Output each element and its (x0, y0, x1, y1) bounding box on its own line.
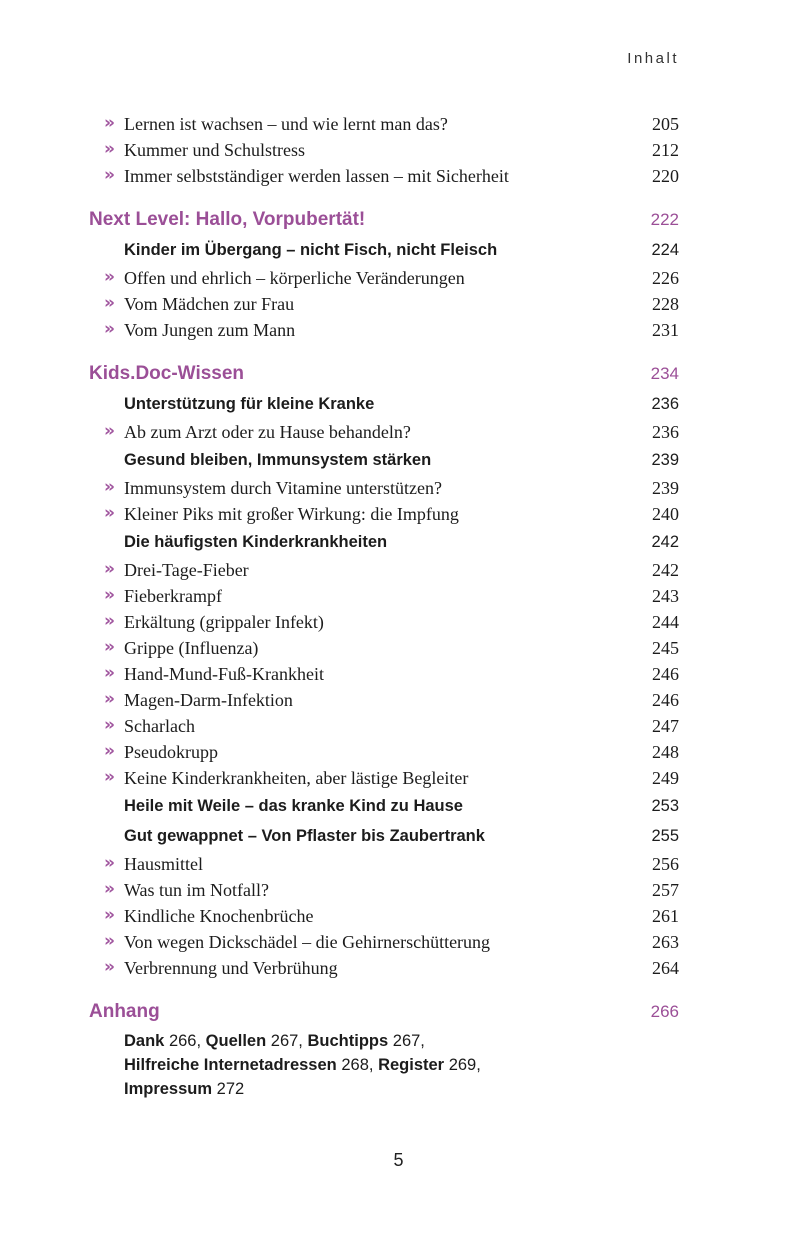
chevron-right-icon: » (104, 767, 115, 787)
toc-entry[interactable]: » Magen-Darm-Infektion 246 (0, 687, 797, 713)
chevron-right-icon: » (104, 663, 115, 683)
chevron-right-icon: » (104, 113, 115, 133)
toc-entry[interactable]: » Lernen ist wachsen – und wie lernt man das? 205 (0, 111, 797, 137)
toc-entry[interactable]: » Drei-Tage-Fieber 242 (0, 557, 797, 583)
chevron-right-icon: » (104, 879, 115, 899)
toc-entry[interactable]: » Erkältung (grippaler Infekt) 244 (0, 609, 797, 635)
toc-entry[interactable]: » Was tun im Notfall? 257 (0, 877, 797, 903)
toc-entry[interactable]: » Hand-Mund-Fuß-Krankheit 246 (0, 661, 797, 687)
section-heading-anhang[interactable]: Anhang 266 (89, 1001, 679, 1022)
toc-entry[interactable]: » Verbrennung und Verbrühung 264 (0, 955, 797, 981)
toc-entry[interactable]: » Kummer und Schulstress 212 (0, 137, 797, 163)
running-head: Inhalt (627, 50, 679, 67)
toc-subheading[interactable]: Gut gewappnet – Von Pflaster bis Zaubertrank 255 (124, 827, 679, 845)
chevron-right-icon: » (104, 293, 115, 313)
chevron-right-icon: » (104, 741, 115, 761)
chevron-right-icon: » (104, 715, 115, 735)
appendix-item[interactable]: Hilfreiche Internetadressen 268, (124, 1056, 374, 1074)
appendix-item[interactable]: Impressum 272 (124, 1080, 245, 1098)
toc-entry[interactable]: » Hausmittel 256 (0, 851, 797, 877)
toc-entry[interactable]: » Von wegen Dickschädel – die Gehirnerschütterung 263 (0, 929, 797, 955)
toc-entry[interactable]: » Vom Mädchen zur Frau 228 (0, 291, 797, 317)
chevron-right-icon: » (104, 165, 115, 185)
chevron-right-icon: » (104, 637, 115, 657)
chevron-right-icon: » (104, 139, 115, 159)
toc-subheading[interactable]: Heile mit Weile – das kranke Kind zu Hause 253 (124, 797, 679, 815)
toc-subheading[interactable]: Unterstützung für kleine Kranke 236 (124, 395, 679, 413)
toc-entry[interactable]: » Kleiner Piks mit großer Wirkung: die Impfung 240 (0, 501, 797, 527)
chevron-right-icon: » (104, 267, 115, 287)
toc-entry[interactable]: » Ab zum Arzt oder zu Hause behandeln? 236 (0, 419, 797, 445)
toc-entry[interactable]: » Scharlach 247 (0, 713, 797, 739)
appendix-item[interactable]: Register 269, (378, 1056, 481, 1074)
page-number: 5 (393, 1150, 404, 1170)
chevron-right-icon: » (104, 585, 115, 605)
section-heading-kids-doc[interactable]: Kids.Doc-Wissen 234 (89, 363, 679, 384)
toc-subheading[interactable]: Die häufigsten Kinderkrankheiten 242 (124, 533, 679, 551)
chevron-right-icon: » (104, 559, 115, 579)
chevron-right-icon: » (104, 905, 115, 925)
chevron-right-icon: » (104, 931, 115, 951)
chevron-right-icon: » (104, 503, 115, 523)
section-heading-next-level[interactable]: Next Level: Hallo, Vorpubertät! 222 (89, 209, 679, 230)
chevron-right-icon: » (104, 421, 115, 441)
chevron-right-icon: » (104, 319, 115, 339)
toc-entry[interactable]: » Offen und ehrlich – körperliche Veränderungen 226 (0, 265, 797, 291)
appendix-item[interactable]: Buchtipps 267, (307, 1032, 425, 1050)
toc-entry[interactable]: » Kindliche Knochenbrüche 261 (0, 903, 797, 929)
toc-entry[interactable]: » Vom Jungen zum Mann 231 (0, 317, 797, 343)
toc-subheading[interactable]: Gesund bleiben, Immunsystem stärken 239 (124, 451, 679, 469)
toc-entry[interactable]: » Pseudokrupp 248 (0, 739, 797, 765)
toc-entry[interactable]: » Keine Kinderkrankheiten, aber lästige Begleiter 249 (0, 765, 797, 791)
chevron-right-icon: » (104, 957, 115, 977)
appendix-list (124, 1029, 797, 1101)
toc-entry[interactable]: » Immer selbstständiger werden lassen – mit Sicherheit 220 (0, 163, 797, 189)
appendix-item[interactable]: Dank 266, (124, 1032, 202, 1050)
chevron-right-icon: » (104, 477, 115, 497)
toc-subheading[interactable]: Kinder im Übergang – nicht Fisch, nicht Fleisch 224 (124, 241, 679, 259)
chevron-right-icon: » (104, 611, 115, 631)
table-of-contents (0, 111, 797, 1101)
toc-entry[interactable]: » Fieberkrampf 243 (0, 583, 797, 609)
chevron-right-icon: » (104, 689, 115, 709)
chevron-right-icon: » (104, 853, 115, 873)
toc-entry[interactable]: » Grippe (Influenza) 245 (0, 635, 797, 661)
toc-entry[interactable]: » Immunsystem durch Vitamine unterstützen? 239 (0, 475, 797, 501)
appendix-item[interactable]: Quellen 267, (205, 1032, 303, 1050)
